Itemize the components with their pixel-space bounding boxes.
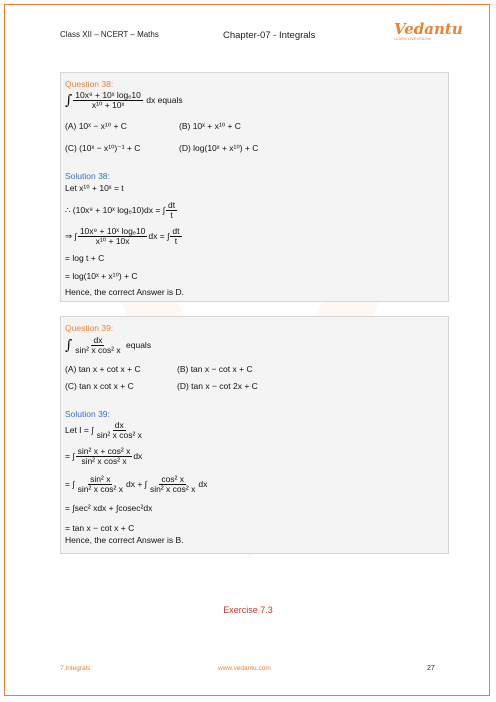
expression: dx + ∫ <box>126 478 147 489</box>
solution-38-line-5: = log(10ˣ + x¹⁰) + C <box>65 271 138 281</box>
integral-tail: equals <box>126 339 152 350</box>
solution-39-line-1 <box>65 421 145 440</box>
fraction <box>170 227 181 246</box>
fraction <box>95 421 144 440</box>
numerator: sin² x <box>90 474 111 484</box>
solution-38-line-4: = log t + C <box>65 253 105 263</box>
question-38-title: Question 38: <box>65 79 114 89</box>
numerator: 10x⁹ + 10ˣ logₑ10 <box>79 226 146 236</box>
expression: dx <box>133 450 143 461</box>
option-c: (C) (10ˣ − x¹⁰)⁻¹ + C <box>65 143 141 153</box>
expression: = ∫ <box>65 450 75 461</box>
question-39-title: Question 39: <box>65 323 114 333</box>
fraction <box>76 475 125 494</box>
denominator: x¹⁰ + 10ˣ <box>91 100 125 110</box>
logo-tagline: LEARN LIVE ONLINE <box>394 37 432 41</box>
denominator: sin² x cos² x <box>75 345 121 355</box>
option-c: (C) tan x cot x + C <box>65 381 134 391</box>
numerator: dt <box>168 200 176 210</box>
expression: ⇒ ∫ <box>65 230 77 241</box>
numerator: dt <box>172 226 180 236</box>
question-38-integral <box>65 91 183 110</box>
denominator: sin² x cos² x <box>77 484 123 494</box>
fraction <box>78 227 148 246</box>
footer-chapter: 7.Integrals <box>60 665 91 672</box>
page-number: 27 <box>427 665 435 672</box>
option-a: (A) 10ˣ − x¹⁰ + C <box>65 121 127 131</box>
solution-38-line-2 <box>65 201 178 220</box>
fraction <box>73 336 122 355</box>
vedantu-logo <box>394 20 463 44</box>
solution-39-title: Solution 39: <box>65 409 110 419</box>
solution-38-line-1: Let x¹⁰ + 10ˣ = t <box>65 183 124 193</box>
expression: = ∫ <box>65 478 75 489</box>
header-class: Class XII – NCERT – Maths <box>60 30 159 39</box>
numerator: sin² x + cos² x <box>77 446 131 456</box>
footer-website-link[interactable]: www.vedantu.com <box>218 665 271 672</box>
option-d: (D) tan x − cot 2x + C <box>177 381 258 391</box>
solution-39-line-5: = tan x − cot x + C <box>65 523 135 533</box>
option-d: (D) log(10ˣ + x¹⁰) + C <box>179 143 259 153</box>
fraction <box>166 201 177 220</box>
logo-word: Vedantu <box>394 20 463 38</box>
expression: dx = ∫ <box>148 230 170 241</box>
option-a: (A) tan x + cot x + C <box>65 364 141 374</box>
solution-39-line-3 <box>65 475 207 494</box>
integral-tail: dx equals <box>146 94 183 105</box>
denominator: t <box>170 210 173 220</box>
fraction <box>148 475 197 494</box>
denominator: sin² x cos² x <box>150 484 196 494</box>
fraction <box>76 447 133 466</box>
question-38-box <box>60 72 449 302</box>
denominator: sin² x cos² x <box>81 456 127 466</box>
expression: dx <box>198 478 208 489</box>
denominator: t <box>174 236 178 246</box>
denominator: x¹⁰ + 10x <box>95 236 130 246</box>
header-chapter: Chapter-07 - Integrals <box>223 30 316 41</box>
option-b: (B) 10ˣ + x¹⁰ + C <box>179 121 241 131</box>
integral-sign: ∫ <box>65 92 73 109</box>
solution-38-title: Solution 38: <box>65 171 110 181</box>
solution-39-answer: Hence, the correct Answer is B. <box>65 535 184 545</box>
question-39-integral <box>65 336 151 355</box>
solution-38-line-3 <box>65 227 183 246</box>
fraction <box>73 91 143 110</box>
solution-39-line-2 <box>65 447 142 466</box>
numerator: dx <box>93 335 103 345</box>
question-39-box <box>60 316 449 554</box>
numerator: cos² x <box>161 474 184 484</box>
option-b: (B) tan x − cot x + C <box>177 364 253 374</box>
numerator: dx <box>114 420 124 430</box>
integral-sign: ∫ <box>65 337 73 354</box>
exercise-heading: Exercise 7.3 <box>223 605 273 615</box>
expression: ∴ (10x⁹ + 10ˣ logₑ10)dx = ∫ <box>65 204 166 215</box>
solution-39-line-4: = ∫sec² xdx + ∫cosec²dx <box>65 503 153 513</box>
expression: Let I = ∫ <box>65 424 94 435</box>
numerator: 10x⁹ + 10ˣ logₑ10 <box>75 90 141 100</box>
denominator: sin² x cos² x <box>96 430 142 440</box>
solution-38-answer: Hence, the correct Answer is D. <box>65 287 185 297</box>
